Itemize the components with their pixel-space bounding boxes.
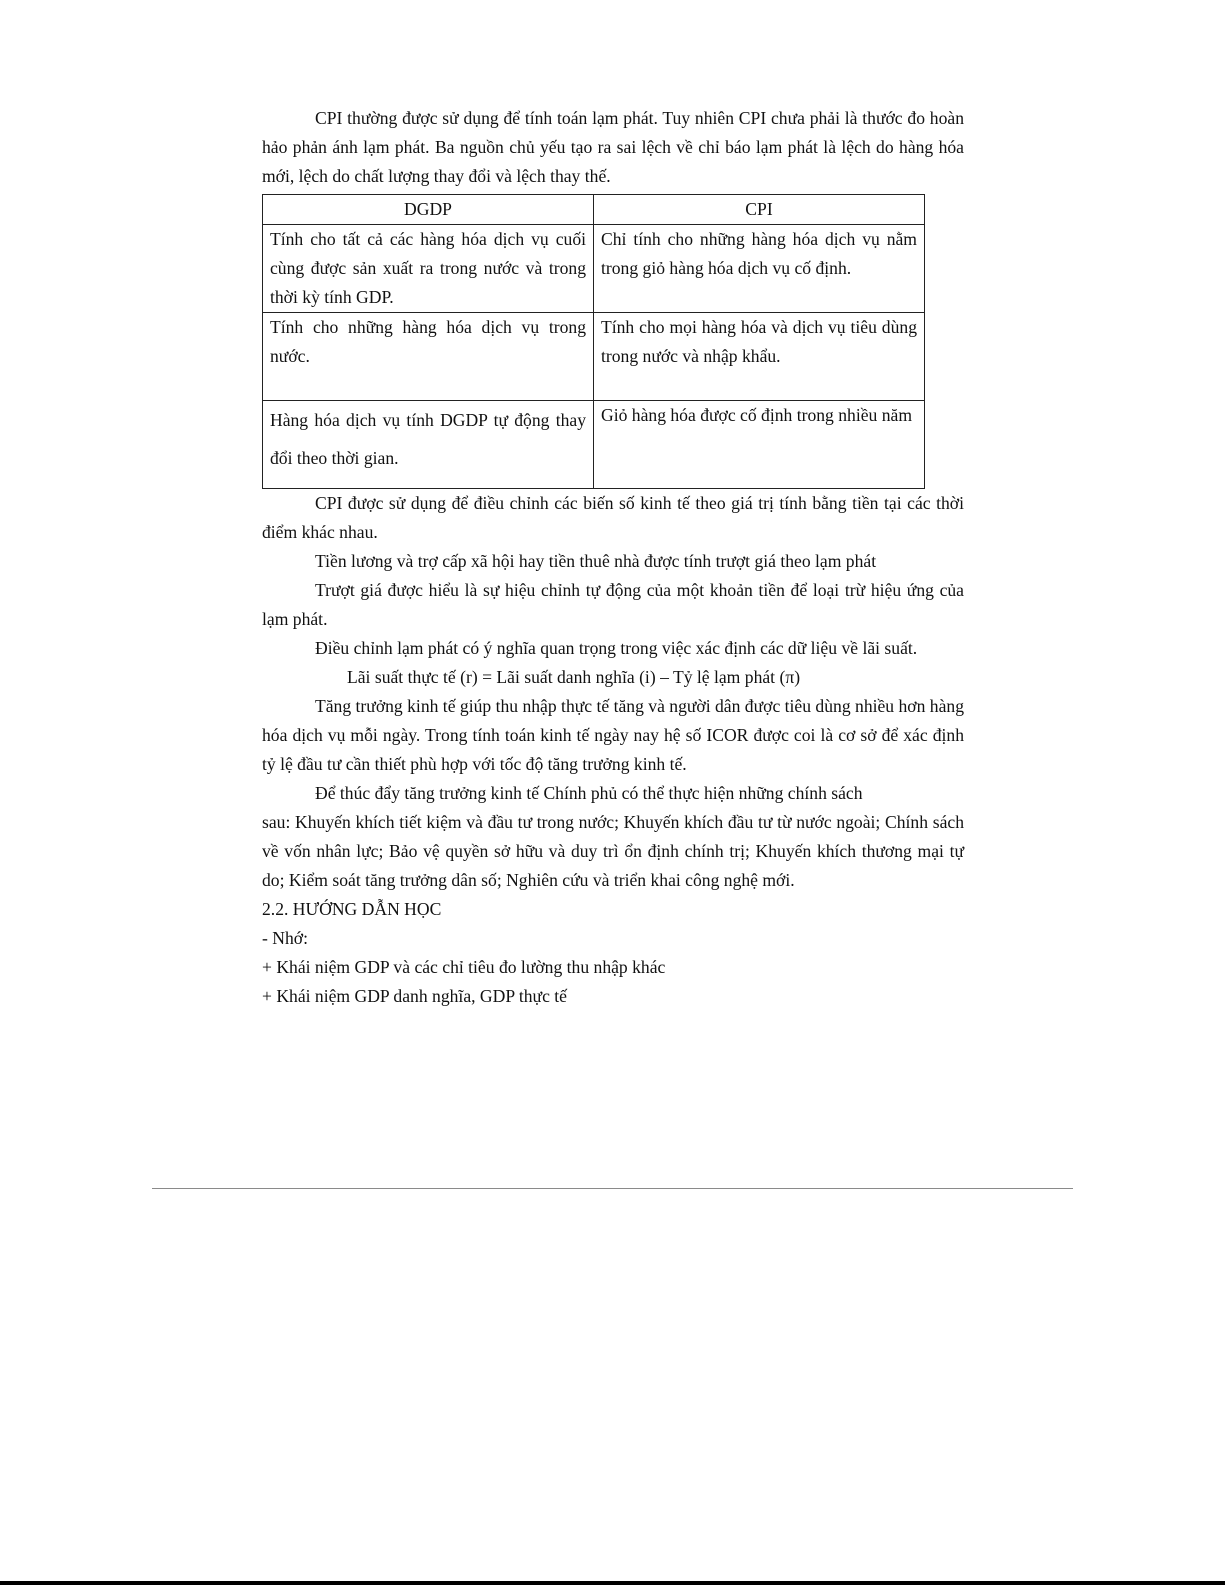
table-row [263,225,925,313]
paragraph-indexation: Trượt giá được hiểu là sự hiệu chỉnh tự động của một khoản tiền để loại trừ hiệu ứng của lạm phát. [262,580,964,629]
table-cell: Chỉ tính cho những hàng hóa dịch vụ nằm trong giỏ hàng hóa dịch vụ cố định. [594,225,925,313]
table-header-dgdp: DGDP [263,195,594,225]
comparison-table [262,194,925,489]
table-cell: Tính cho tất cả các hàng hóa dịch vụ cuối cùng được sản xuất ra trong nước và trong thời kỳ tính GDP. [263,225,594,313]
page-content [262,104,964,1011]
paragraph-growth: Tăng trưởng kinh tế giúp thu nhập thực tế tăng và người dân được tiêu dùng nhiều hơn hàng hóa dịch vụ mỗi ngày. Trong tính toán kinh tế ngày nay hệ số ICOR được coi là cơ sở để xác định tỷ lệ đầu tư cần thiết phù hợp với tốc độ tăng trưởng kinh tế. [262,696,964,774]
page-bottom-edge [0,1581,1225,1585]
table-header-cpi: CPI [594,195,925,225]
paragraph-policy-list: sau: Khuyến khích tiết kiệm và đầu tư trong nước; Khuyến khích đầu tư từ nước ngoài; Chính sách về vốn nhân lực; Bảo vệ quyền sở hữu và duy trì ổn định chính trị; Khuyến khích thương mại tự do; Kiểm soát tăng trưởng dân số; Nghiên cứu và triển khai công nghệ mới. [262,812,964,890]
footer-divider [152,1188,1073,1189]
fisher-formula: Lãi suất thực tế (r) = Lãi suất danh nghĩa (i) – Tỷ lệ lạm phát (π) [347,667,801,687]
table-cell: Giỏ hàng hóa được cố định trong nhiều năm [594,401,925,489]
table-row [263,401,925,489]
list-item: + Khái niệm GDP và các chỉ tiêu đo lường thu nhập khác [262,957,666,977]
paragraph-cpi-adjust: CPI được sử dụng để điều chỉnh các biến số kinh tế theo giá trị tính bằng tiền tại các thời điểm khác nhau. [262,493,964,542]
section-label: - Nhớ: [262,928,308,948]
table-cell: Tính cho mọi hàng hóa và dịch vụ tiêu dùng trong nước và nhập khẩu. [594,313,925,401]
paragraph-wages: Tiền lương và trợ cấp xã hội hay tiền thuê nhà được tính trượt giá theo lạm phát [315,551,877,571]
intro-paragraph: CPI thường được sử dụng để tính toán lạm phát. Tuy nhiên CPI chưa phải là thước đo hoàn hảo phản ánh lạm phát. Ba nguồn chủ yếu tạo ra sai lệch về chỉ báo lạm phát là lệch do hàng hóa mới, lệch do chất lượng thay đổi và lệch thay thế. [262,108,964,186]
table-header-row [263,195,925,225]
paragraph-interest: Điều chỉnh lạm phát có ý nghĩa quan trọng trong việc xác định các dữ liệu về lãi suất. [315,638,918,658]
table-cell: Tính cho những hàng hóa dịch vụ trong nước. [263,313,594,401]
table-row [263,313,925,401]
list-item: + Khái niệm GDP danh nghĩa, GDP thực tế [262,986,567,1006]
section-heading: 2.2. HƯỚNG DẪN HỌC [262,899,442,919]
paragraph-policy-lead: Để thúc đẩy tăng trưởng kinh tế Chính phủ có thể thực hiện những chính sách [315,783,863,803]
table-cell: Hàng hóa dịch vụ tính DGDP tự động thay đổi theo thời gian. [263,401,594,489]
